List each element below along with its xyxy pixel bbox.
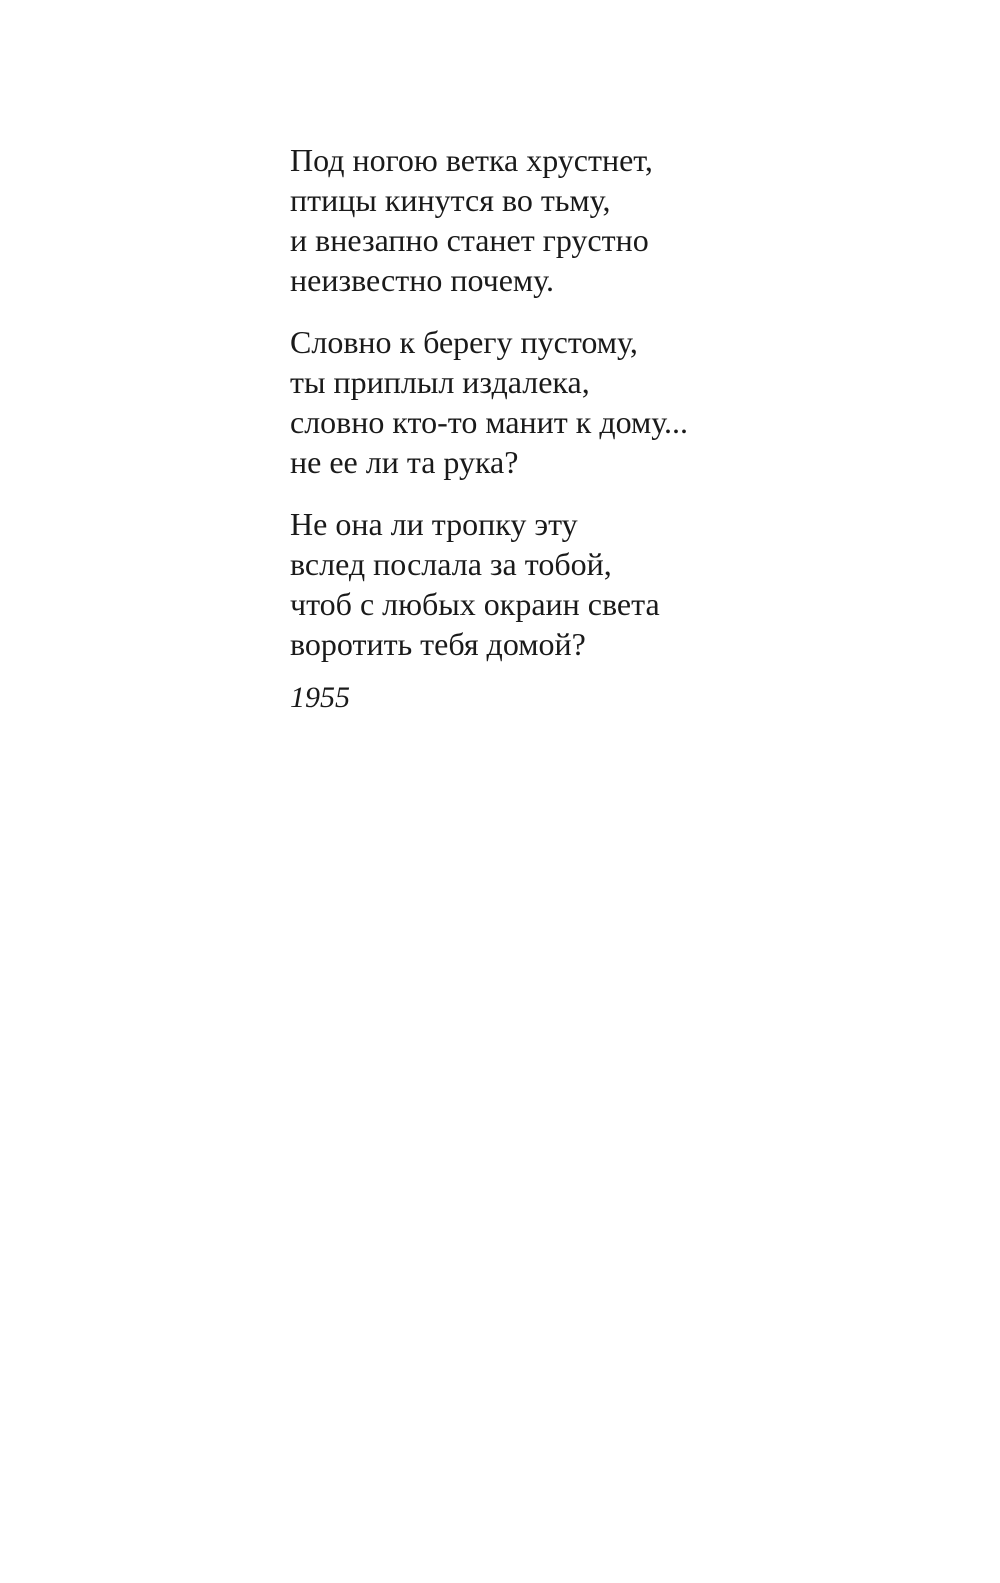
poem-line: словно кто-то манит к дому... — [290, 404, 689, 440]
stanza-3 — [290, 504, 890, 664]
poem-line: и внезапно станет грустно — [290, 222, 649, 258]
poem-date: 1955 — [290, 681, 350, 714]
poem — [290, 140, 890, 718]
stanza-1 — [290, 140, 890, 300]
poem-line: не ее ли та рука? — [290, 444, 519, 480]
poem-line: птицы кинутся во тьму, — [290, 182, 611, 218]
poem-line: ты приплыл издалека, — [290, 364, 590, 400]
poem-line: Словно к берегу пустому, — [290, 324, 638, 360]
stanza-2 — [290, 322, 890, 482]
poem-line: неизвестно почему. — [290, 262, 554, 298]
poem-line: Под ногою ветка хрустнет, — [290, 142, 653, 178]
poem-line: Не она ли тропку эту — [290, 506, 578, 542]
poem-line: вслед послала за тобой, — [290, 546, 612, 582]
poem-line: чтоб с любых окраин света — [290, 586, 660, 622]
poem-line: воротить тебя домой? — [290, 626, 586, 662]
